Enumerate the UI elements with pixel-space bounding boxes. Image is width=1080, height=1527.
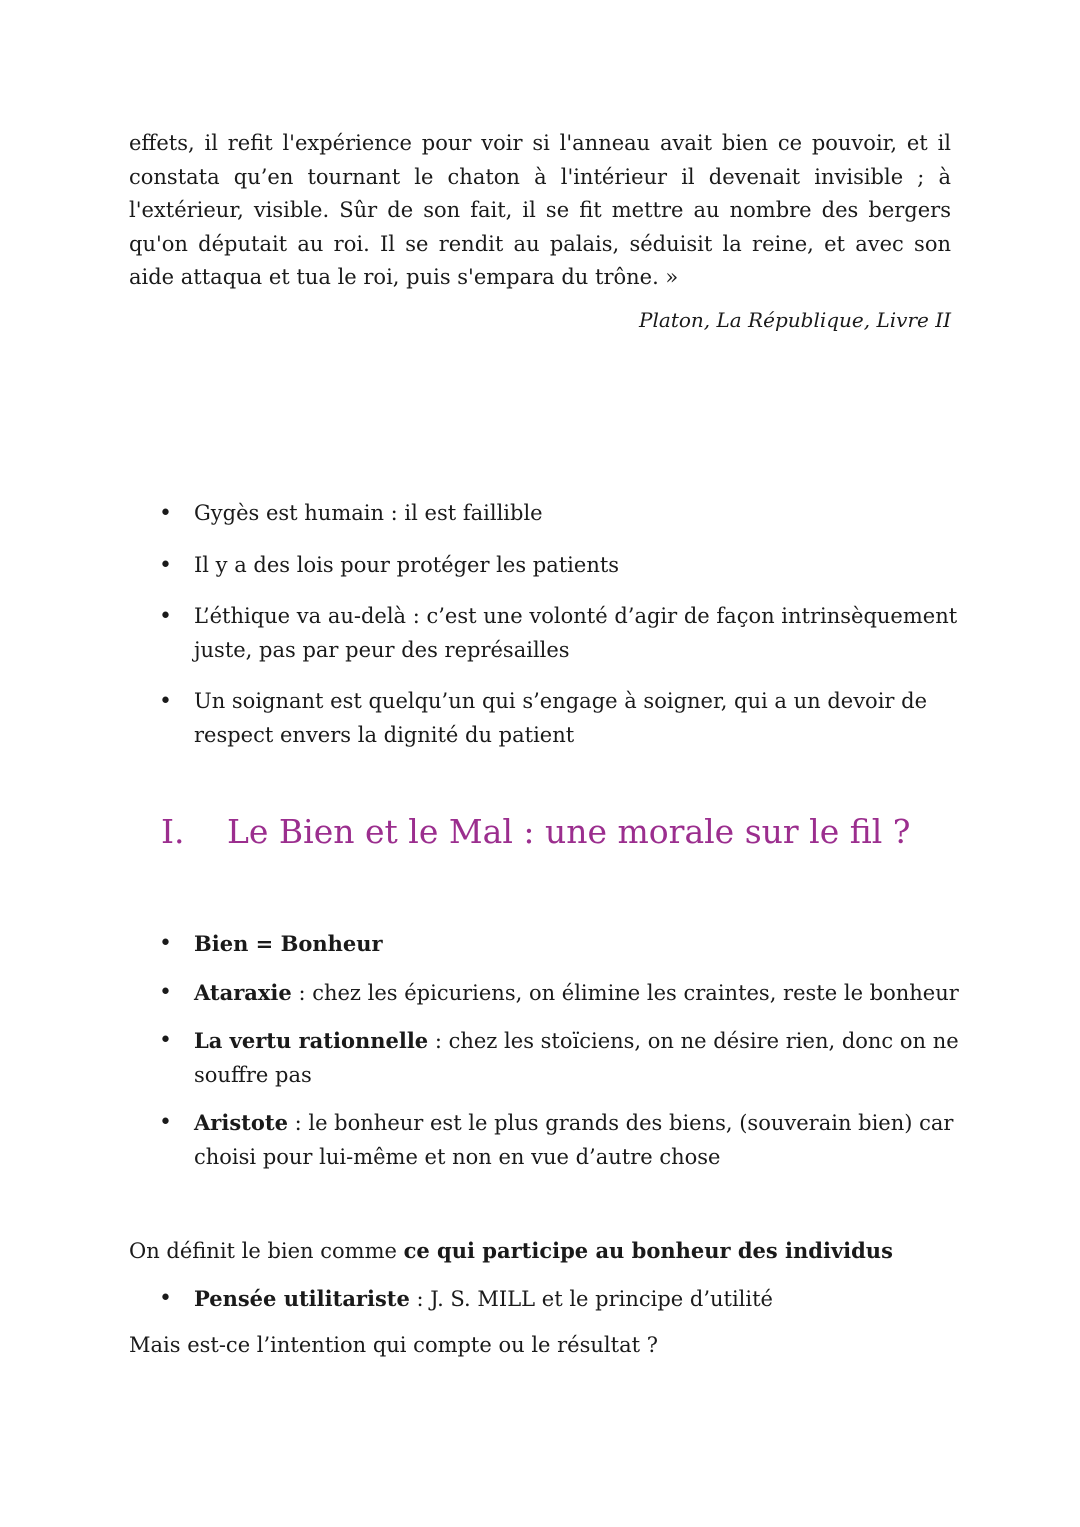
quote-paragraph: effets, il refit l'expérience pour voir si l'anneau avait bien ce pouvoir, et il constata qu’en tournant le chaton à l'intérieur il devenait invisible ; à l'extérieur, visible. Sûr de son fait, il se fit mettre au nombre des bergers qu'on députait au roi. Il se rendit au palais, séduisit la reine, et avec son aide attaqua et tua le roi, puis s'empara du trône. » <box>129 131 951 289</box>
list-item <box>194 1282 994 1317</box>
term: Pensée utilitariste <box>194 1286 410 1311</box>
definition-text: : J. S. MILL et le principe d’utilité <box>409 1287 773 1311</box>
question-paragraph: Mais est-ce l’intention qui compte ou le résultat ? <box>129 1333 658 1357</box>
section-heading <box>161 812 910 851</box>
list-item: • Il y a des lois pour protéger les patients <box>194 549 994 583</box>
list-item: • Gygès est humain : il est faillible <box>194 497 994 531</box>
definition-text: : le bonheur est le plus grands des biens, (souverain bien) car choisi pour lui-même et non en vue d’autre chose <box>194 1111 954 1169</box>
list-item <box>194 1106 994 1174</box>
section-number: I. <box>161 812 185 851</box>
section-title: Le Bien et le Mal : une morale sur le fil ? <box>227 812 911 851</box>
term: Ataraxie <box>194 979 292 1005</box>
definition-prefix: On définit le bien comme <box>129 1239 404 1263</box>
list-item <box>194 976 994 1011</box>
term: La vertu rationnelle <box>194 1028 429 1053</box>
list-item: • Un soignant est quelqu’un qui s’engage à soigner, qui a un devoir de respect envers la dignité du patient <box>194 685 994 752</box>
quote-source: Platon, La République, Livre II <box>639 308 951 332</box>
list-item <box>194 1024 994 1092</box>
bullet-list-utilitarisme <box>129 1282 994 1335</box>
definition-bold: ce qui participe au bonheur des individus <box>403 1238 893 1263</box>
definition-text: : chez les épicuriens, on élimine les craintes, reste le bonheur <box>291 980 959 1005</box>
definition-paragraph <box>129 1234 893 1269</box>
term: Bien = Bonheur <box>194 931 383 956</box>
bullet-list-gyges <box>129 497 994 770</box>
definition-text: : chez les stoïciens, on ne désire rien, donc on ne souffre pas <box>194 1029 959 1087</box>
list-item <box>194 927 994 962</box>
list-item: • L’éthique va au-delà : c’est une volonté d’agir de façon intrinsèquement juste, pas par peur des représailles <box>194 600 994 667</box>
bullet-list-bien <box>129 927 994 1188</box>
term: Aristote <box>194 1110 288 1135</box>
